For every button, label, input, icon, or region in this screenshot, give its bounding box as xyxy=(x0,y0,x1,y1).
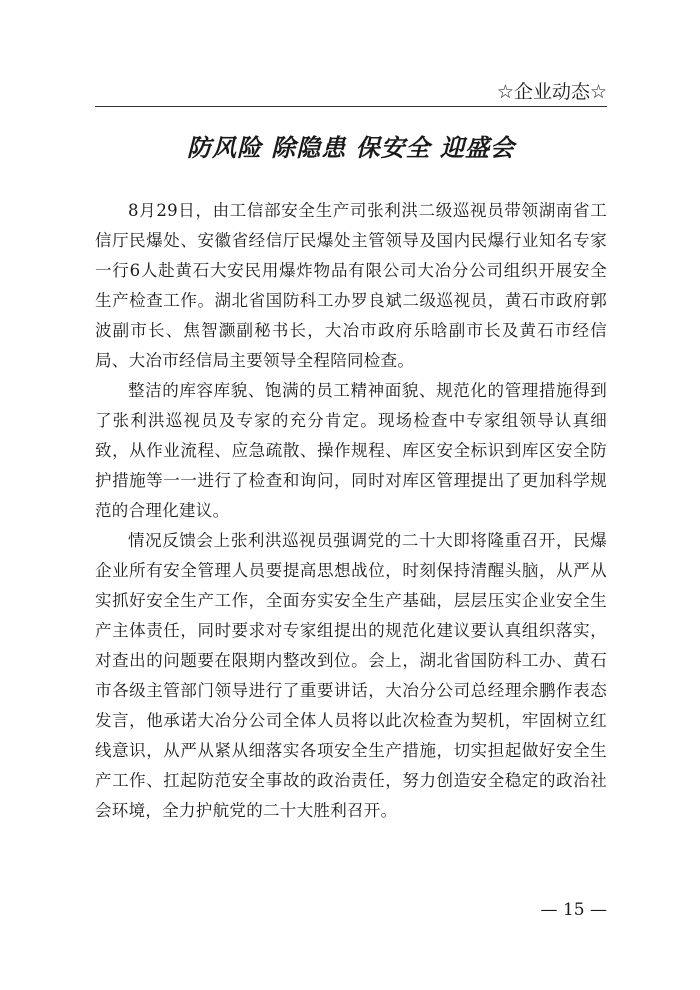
header-divider xyxy=(95,106,607,107)
section-header: ☆企业动态☆ xyxy=(496,81,607,103)
paragraph-2: 整洁的库容库貌、饱满的员工精神面貌、规范化的管理措施得到了张利洪巡视员及专家的充分肯定。现场检查中专家组领导认真细致，从作业流程、应急疏散、操作规程、库区安全标识到库区安全防护措施等一一进行了检查和询问，同时对库区管理提出了更加科学规范的合理化建议。 xyxy=(95,381,607,520)
article-title: 防风险 除隐患 保安全 迎盛会 xyxy=(186,133,516,162)
page-number: — 15 — xyxy=(540,900,607,920)
paragraph-1: 8月29日，由工信部安全生产司张利洪二级巡视员带领湖南省工信厅民爆处、安徽省经信厅民爆处主管领导及国内民爆行业知名专家一行6人赴黄石大安民用爆炸物品有限公司大冶分公司组织开展安全生产检查工作。湖北省国防科工办罗良斌二级巡视员，黄石市政府郭波副市长、焦智灏副秘书长，大冶市政府乐晗副市长及黄石市经信局、大冶市经信局主要领导全程陪同检查。 xyxy=(95,201,607,370)
article-body xyxy=(95,196,607,826)
paragraph-3: 情况反馈会上张利洪巡视员强调党的二十大即将隆重召开，民爆企业所有安全管理人员要提高思想战位，时刻保持清醒头脑，从严从实抓好安全生产工作，全面夯实安全生产基础，层层压实企业安全生产主体责任，同时要求对专家组提出的规范化建议要认真组织落实，对查出的问题要在限期内整改到位。会上，湖北省国防科工办、黄石市各级主管部门领导进行了重要讲话，大冶分公司总经理余鹏作表态发言，他承诺大冶分公司全体人员将以此次检查为契机，牢固树立红线意识，从严从紧从细落实各项安全生产措施，切实担起做好安全生产工作、扛起防范安全事故的政治责任，努力创造安全稳定的政治社会环境，全力护航党的二十大胜利召开。 xyxy=(95,531,607,820)
